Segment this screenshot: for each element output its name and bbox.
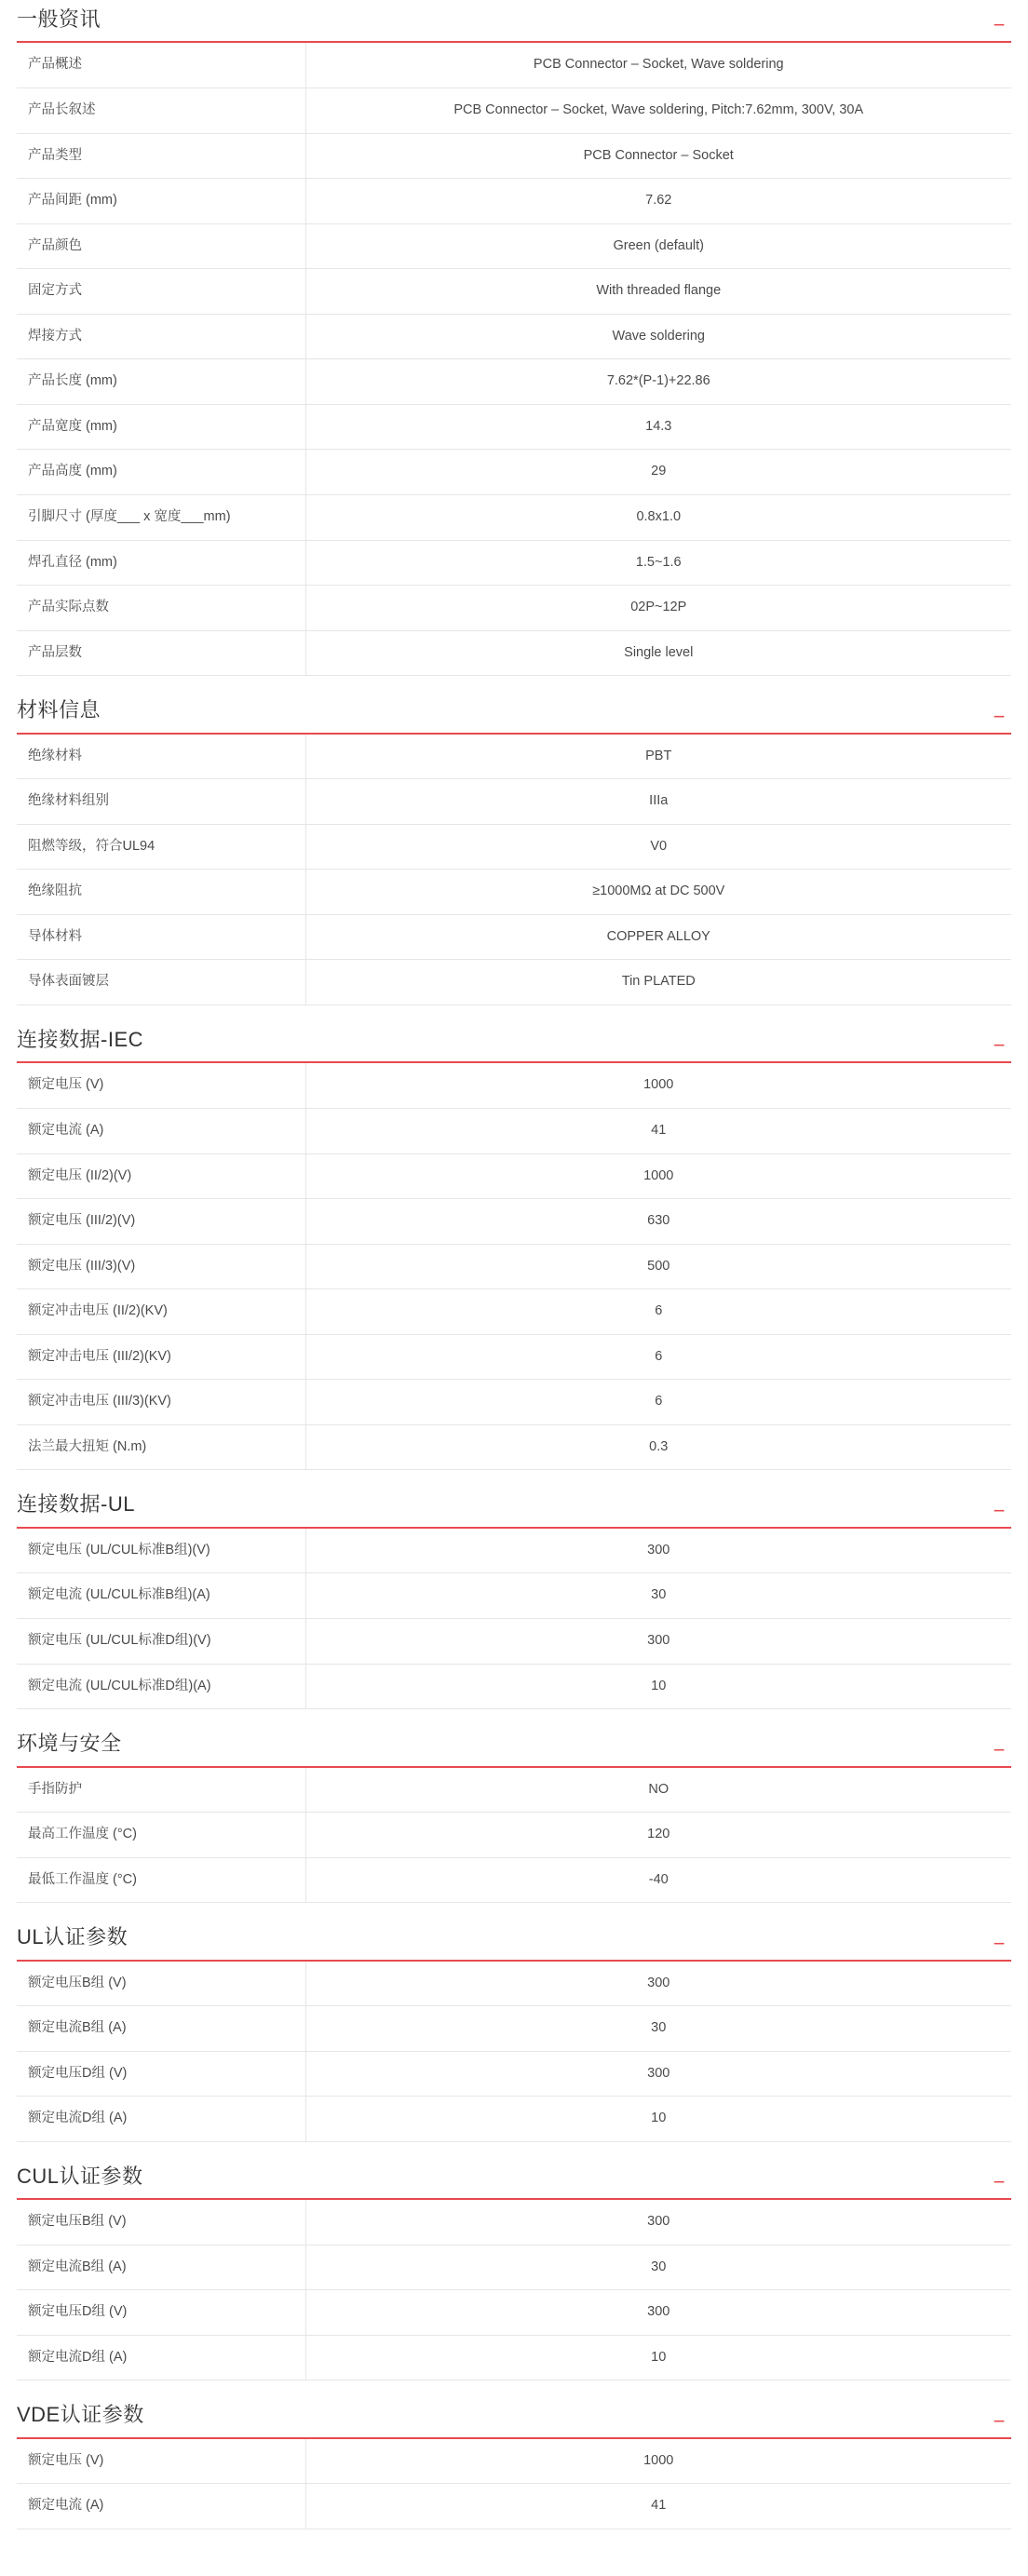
collapse-minus-icon[interactable]: −: [993, 1498, 1006, 1522]
table-row: [17, 495, 1011, 541]
spec-label: 额定电流 (A): [17, 2484, 305, 2529]
spec-label: 手指防护: [17, 1768, 305, 1813]
section-header-connection-data-iec: [17, 1015, 1011, 1063]
table-row: [17, 1108, 1011, 1153]
spec-value: 300: [647, 2304, 670, 2320]
collapse-minus-icon[interactable]: −: [993, 704, 1006, 728]
spec-label: 产品颜色: [17, 223, 305, 269]
table-row: [17, 960, 1011, 1005]
spec-label: 额定电压 (V): [17, 1063, 305, 1108]
table-row: [17, 43, 1011, 88]
table-row: [17, 914, 1011, 960]
section-title: 连接数据-IEC: [17, 1028, 144, 1052]
section-header-ul-certification: [17, 1912, 1011, 1961]
section-environment-safety: [17, 1719, 1011, 1903]
section-connection-data-iec: [17, 1015, 1011, 1470]
table-row: [17, 540, 1011, 586]
section-title: CUL认证参数: [17, 2164, 143, 2188]
section-title: 环境与安全: [17, 1732, 122, 1756]
table-row: [17, 1813, 1011, 1858]
spec-label: 产品概述: [17, 43, 305, 88]
section-general-info: [17, 0, 1011, 676]
spec-value: 300: [647, 1975, 670, 1990]
table-row: [17, 870, 1011, 915]
section-header-connection-data-ul: [17, 1479, 1011, 1528]
spec-label: 额定电压B组 (V): [17, 1962, 305, 2006]
spec-label: 额定电压B组 (V): [17, 2200, 305, 2245]
spec-label: 额定电压 (UL/CUL标准B组)(V): [17, 1529, 305, 1573]
spec-value: 41: [651, 1122, 667, 1138]
spec-label: 额定冲击电压 (II/2)(KV): [17, 1289, 305, 1335]
spec-label: 额定电流 (UL/CUL标准B组)(A): [17, 1573, 305, 1619]
spec-value: NO: [648, 1781, 670, 1797]
spec-value: 300: [647, 1633, 670, 1648]
table-row: [17, 1289, 1011, 1335]
spec-value: 1000: [643, 1077, 674, 1093]
spec-value: 300: [647, 1542, 670, 1558]
table-row: [17, 2335, 1011, 2380]
table-row: [17, 1664, 1011, 1709]
section-header-material-info: [17, 685, 1011, 734]
table-row: [17, 1768, 1011, 1813]
table-row: [17, 450, 1011, 495]
spec-value: 6: [655, 1348, 663, 1364]
section-header-environment-safety: [17, 1719, 1011, 1767]
spec-value: Green (default): [613, 237, 705, 253]
table-row: [17, 1199, 1011, 1245]
table-row: [17, 359, 1011, 405]
spec-value: 0.8x1.0: [636, 509, 682, 525]
collapse-minus-icon[interactable]: −: [993, 1931, 1006, 1955]
spec-value: 0.3: [649, 1438, 669, 1454]
spec-label: 产品间距 (mm): [17, 179, 305, 224]
section-title: 连接数据-UL: [17, 1492, 135, 1517]
spec-label: 额定电流 (A): [17, 1108, 305, 1153]
spec-value: PCB Connector – Socket, Wave soldering: [533, 57, 784, 73]
spec-value: 7.62: [645, 193, 672, 209]
spec-value: Single level: [624, 644, 694, 660]
spec-label: 法兰最大扭矩 (N.m): [17, 1424, 305, 1470]
section-cul-certification: [17, 2151, 1011, 2381]
section-title: UL认证参数: [17, 1925, 128, 1949]
section-header-vde-certification: [17, 2390, 1011, 2438]
section-vde-certification: [17, 2390, 1011, 2529]
spec-label: 最低工作温度 (°C): [17, 1857, 305, 1903]
spec-label: 产品长叙述: [17, 88, 305, 133]
table-row: [17, 88, 1011, 133]
table-row: [17, 1244, 1011, 1289]
spec-label: 引脚尺寸 (厚度___ x 宽度___mm): [17, 495, 305, 541]
spec-value: 41: [651, 2498, 667, 2514]
collapse-minus-icon[interactable]: −: [993, 2408, 1006, 2433]
spec-table-ul-certification: [17, 1962, 1011, 2142]
spec-label: 焊孔直径 (mm): [17, 540, 305, 586]
collapse-minus-icon[interactable]: −: [993, 1737, 1006, 1761]
spec-value: 300: [647, 2065, 670, 2081]
spec-value: 30: [651, 1587, 667, 1603]
spec-label: 产品宽度 (mm): [17, 404, 305, 450]
spec-table-connection-data-ul: [17, 1529, 1011, 1709]
spec-value: 6: [655, 1394, 663, 1409]
table-row: [17, 735, 1011, 779]
spec-label: 产品实际点数: [17, 586, 305, 631]
table-row: [17, 1334, 1011, 1380]
spec-label: 导体材料: [17, 914, 305, 960]
spec-label: 额定电流D组 (A): [17, 2335, 305, 2380]
spec-label: 焊接方式: [17, 314, 305, 359]
table-row: [17, 2006, 1011, 2052]
table-row: [17, 1962, 1011, 2006]
spec-label: 额定电压 (II/2)(V): [17, 1153, 305, 1199]
table-row: [17, 1573, 1011, 1619]
spec-label: 额定电压 (V): [17, 2439, 305, 2484]
spec-label: 绝缘阻抗: [17, 870, 305, 915]
table-row: [17, 1063, 1011, 1108]
spec-value: 10: [651, 1678, 667, 1693]
table-row: [17, 1619, 1011, 1665]
spec-value: 10: [651, 2111, 667, 2126]
spec-table-material-info: [17, 735, 1011, 1005]
section-header-general-info: [17, 0, 1011, 43]
spec-value: PCB Connector – Socket, Wave soldering, Pitch:7.62mm, 300V, 30A: [453, 101, 864, 117]
table-row: [17, 2290, 1011, 2336]
section-material-info: [17, 685, 1011, 1005]
spec-label: 额定电流 (UL/CUL标准D组)(A): [17, 1664, 305, 1709]
spec-label: 额定电压D组 (V): [17, 2290, 305, 2336]
table-row: [17, 2484, 1011, 2529]
spec-value: PCB Connector – Socket: [583, 147, 734, 163]
table-row: [17, 223, 1011, 269]
collapse-minus-icon[interactable]: −: [993, 2170, 1006, 2194]
spec-value: With threaded flange: [596, 283, 722, 299]
table-row: [17, 269, 1011, 315]
spec-label: 额定电压 (III/3)(V): [17, 1244, 305, 1289]
spec-label: 导体表面镀层: [17, 960, 305, 1005]
spec-label: 产品长度 (mm): [17, 359, 305, 405]
table-row: [17, 314, 1011, 359]
table-row: [17, 1424, 1011, 1470]
spec-value: 29: [651, 464, 667, 479]
spec-label: 产品类型: [17, 133, 305, 179]
spec-value: 02P~12P: [630, 600, 687, 615]
spec-value: COPPER ALLOY: [606, 928, 710, 944]
section-header-cul-certification: [17, 2151, 1011, 2200]
spec-label: 额定冲击电压 (III/3)(KV): [17, 1380, 305, 1425]
table-row: [17, 2097, 1011, 2142]
spec-label: 最高工作温度 (°C): [17, 1813, 305, 1858]
spec-value: 300: [647, 2214, 670, 2230]
spec-value: 30: [651, 2020, 667, 2036]
spec-value: 120: [647, 1827, 670, 1842]
spec-value: 1000: [643, 2452, 674, 2468]
spec-label: 产品层数: [17, 630, 305, 676]
collapse-minus-icon[interactable]: −: [993, 1033, 1006, 1058]
table-row: [17, 1857, 1011, 1903]
spec-value: 1.5~1.6: [635, 554, 682, 570]
spec-value: ≥1000MΩ at DC 500V: [592, 883, 725, 899]
table-row: [17, 779, 1011, 825]
table-row: [17, 2245, 1011, 2290]
table-row: [17, 2200, 1011, 2245]
spec-label: 阻燃等级，符合UL94: [17, 824, 305, 870]
spec-label: 额定电压D组 (V): [17, 2051, 305, 2097]
spec-label: 固定方式: [17, 269, 305, 315]
sections-container: [17, 0, 1011, 2529]
section-title: VDE认证参数: [17, 2403, 144, 2427]
spec-value: PBT: [645, 748, 672, 763]
spec-value: Wave soldering: [612, 328, 705, 344]
spec-value: Tin PLATED: [621, 974, 696, 990]
table-row: [17, 133, 1011, 179]
table-row: [17, 1529, 1011, 1573]
spec-label: 额定电压 (III/2)(V): [17, 1199, 305, 1245]
spec-value: IIIa: [649, 793, 669, 809]
section-connection-data-ul: [17, 1479, 1011, 1709]
spec-label: 额定电流B组 (A): [17, 2245, 305, 2290]
spec-table-environment-safety: [17, 1768, 1011, 1904]
spec-label: 绝缘材料组别: [17, 779, 305, 825]
table-row: [17, 1153, 1011, 1199]
spec-label: 额定电压 (UL/CUL标准D组)(V): [17, 1619, 305, 1665]
table-row: [17, 824, 1011, 870]
spec-value: 630: [647, 1213, 670, 1229]
spec-table-general-info: [17, 43, 1011, 676]
table-row: [17, 2051, 1011, 2097]
table-row: [17, 1380, 1011, 1425]
table-row: [17, 586, 1011, 631]
table-row: [17, 2439, 1011, 2484]
table-row: [17, 630, 1011, 676]
spec-value: 10: [651, 2349, 667, 2365]
section-ul-certification: [17, 1912, 1011, 2142]
section-title: 一般资讯: [17, 7, 101, 31]
spec-label: 产品高度 (mm): [17, 450, 305, 495]
spec-value: 6: [655, 1303, 663, 1319]
section-title: 材料信息: [17, 698, 101, 722]
spec-label: 额定冲击电压 (III/2)(KV): [17, 1334, 305, 1380]
spec-value: 30: [651, 2259, 667, 2274]
spec-table-cul-certification: [17, 2200, 1011, 2380]
spec-label: 额定电流B组 (A): [17, 2006, 305, 2052]
spec-table-connection-data-iec: [17, 1063, 1011, 1470]
spec-value: -40: [648, 1871, 669, 1887]
spec-table-vde-certification: [17, 2439, 1011, 2529]
collapse-minus-icon[interactable]: −: [993, 13, 1006, 37]
spec-value: 14.3: [645, 418, 672, 434]
table-row: [17, 404, 1011, 450]
spec-value: 500: [647, 1258, 670, 1274]
spec-value: V0: [650, 838, 668, 854]
spec-value: 7.62*(P-1)+22.86: [606, 373, 710, 389]
spec-label: 绝缘材料: [17, 735, 305, 779]
spec-label: 额定电流D组 (A): [17, 2097, 305, 2142]
table-row: [17, 179, 1011, 224]
spec-value: 1000: [643, 1167, 674, 1183]
